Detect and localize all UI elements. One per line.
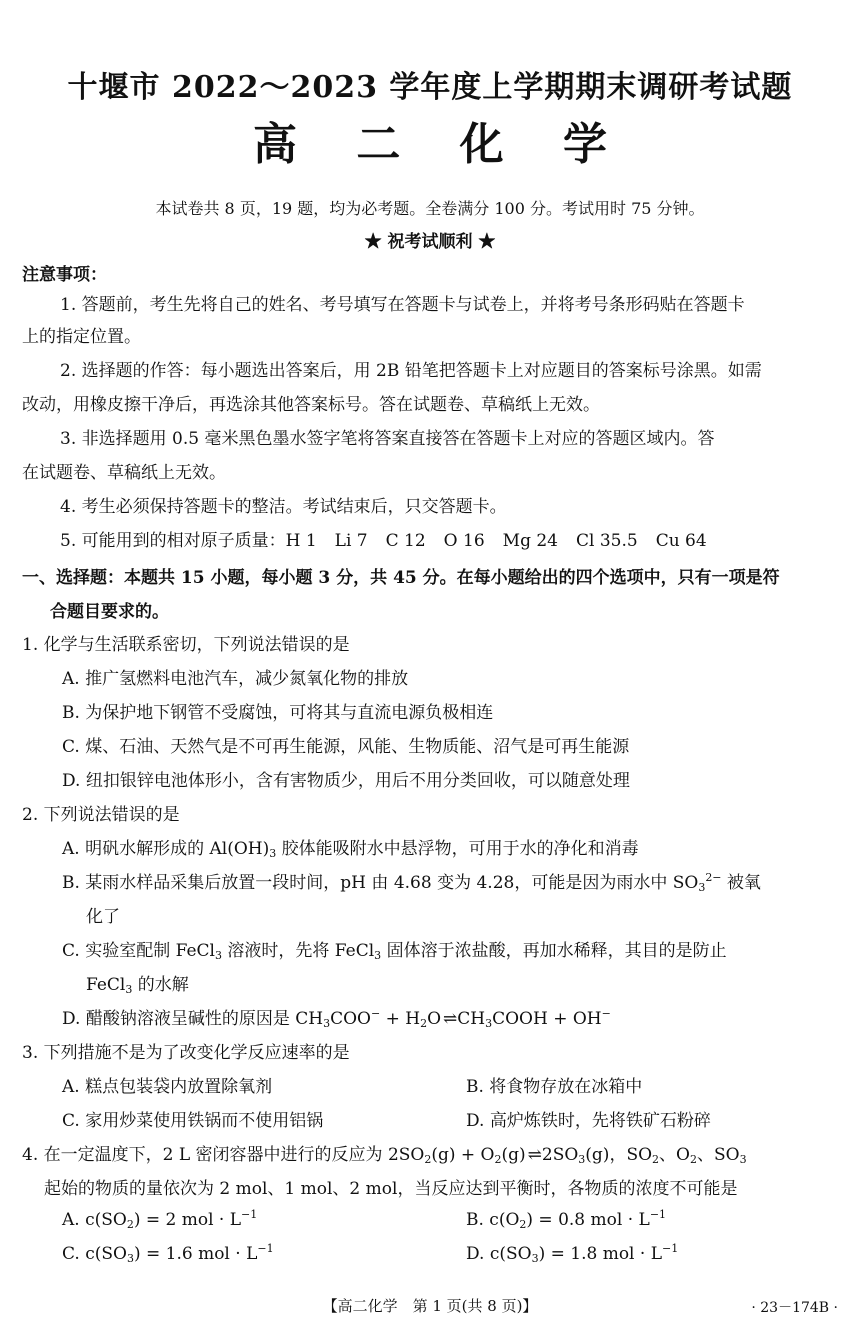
q1-option-d: D. 纽扣银锌电池体形小，含有害物质少，用后不用分类回收，可以随意处理 xyxy=(62,771,630,791)
paper-code: · 23－174B · xyxy=(751,1300,838,1316)
note-5-label: 5. 可能用到的相对原子质量： xyxy=(60,531,286,551)
q1-option-b: B. 为保护地下钢管不受腐蚀，可将其与直流电源负极相连 xyxy=(62,703,494,723)
section-1-heading-line-1: 一、选择题：本题共 15 小题，每小题 3 分，共 45 分。在每小题给出的四个选项中，只有一项是符 xyxy=(22,568,780,588)
q3-option-b: B. 将食物存放在冰箱中 xyxy=(466,1077,643,1097)
exam-intro: 本试卷共 8 页，19 题，均为必考题。全卷满分 100 分。考试用时 75 分钟。 xyxy=(155,199,705,218)
atomic-mass-mg: Mg 24 xyxy=(502,531,558,551)
note-1-line-2: 上的指定位置。 xyxy=(22,327,141,347)
q4-stem-line-2: 起始的物质的量依次为 2 mol、1 mol、2 mol，当反应达到平衡时，各物质的浓度不可能是 xyxy=(44,1179,738,1199)
q4-option-c: C. $c(SO_3) = 1.6$ mol · $L^{-1}$ xyxy=(62,1242,274,1265)
subject-title: 高 二 化 学 xyxy=(253,119,629,170)
q4-option-a: A. $c(SO_2) = 2$ mol · $L^{-1}$ xyxy=(62,1208,258,1231)
q2-option-b: B. 某雨水样品采集后放置一段时间，pH 由 4.68 变为 4.28，可能是因为雨水中 $SO_3^{2-}$ 被氧 xyxy=(62,871,761,894)
notes-heading: 注意事项： xyxy=(22,265,107,285)
section-1-heading-line-2: 合题目要求的。 xyxy=(50,602,169,622)
q2-option-b-continued: 化了 xyxy=(86,907,120,927)
atomic-mass-c: C 12 xyxy=(385,531,426,551)
atomic-mass-h: H 1 xyxy=(285,531,317,551)
q3-option-d: D. 高炉炼铁时，先将铁矿石粉碎 xyxy=(466,1111,711,1131)
page-footer: 【高二化学 第 1 页(共 8 页)】 xyxy=(322,1297,538,1315)
q2-stem: 2. 下列说法错误的是 xyxy=(22,805,180,825)
note-4: 4. 考生必须保持答题卡的整洁。考试结束后，只交答题卡。 xyxy=(60,497,507,517)
note-2-line-1: 2. 选择题的作答：每小题选出答案后，用 2B 铅笔把答题卡上对应题目的答案标号涂黑。如需 xyxy=(60,361,762,381)
q1-option-a: A. 推广氢燃料电池汽车，减少氮氧化物的排放 xyxy=(62,669,409,689)
exam-title: 十堰市 2022～2023 学年度上学期期末调研考试题 xyxy=(67,70,793,105)
atomic-mass-cu: Cu 64 xyxy=(655,531,707,551)
note-1-line-1: 1. 答题前，考生先将自己的姓名、考号填写在答题卡与试卷上，并将考号条形码贴在答题卡 xyxy=(60,295,745,315)
q2-option-d: D. 醋酸钠溶液呈碱性的原因是 $CH_3COO^- + H_2O$ ⇌ $CH_3COOH + OH^-$ xyxy=(62,1007,611,1030)
note-3-line-1: 3. 非选择题用 0.5 毫米黑色墨水签字笔将答案直接答在答题卡上对应的答题区域内。答 xyxy=(60,429,715,449)
q4-option-d: D. $c(SO_3) = 1.8$ mol · $L^{-1}$ xyxy=(466,1242,679,1265)
note-5-atomic-masses xyxy=(60,526,725,551)
q3-option-a: A. 糕点包装袋内放置除氧剂 xyxy=(62,1077,273,1097)
reversible-arrow-icon: ⇌ xyxy=(527,1145,540,1165)
q4-stem-line-1: 4. 在一定温度下，2 L 密闭容器中进行的反应为 $2SO_2(g) + O_2(g)$ ⇌ $2SO_3(g)$，$SO_2$、$O_2$、$SO_3$ xyxy=(22,1145,747,1166)
q1-stem: 1. 化学与生活联系密切，下列说法错误的是 xyxy=(22,635,350,655)
q3-option-c: C. 家用炒菜使用铁锅而不使用铝锅 xyxy=(62,1111,324,1131)
q4-option-b: B. $c(O_2) = 0.8$ mol · $L^{-1}$ xyxy=(466,1208,667,1231)
atomic-mass-cl: Cl 35.5 xyxy=(575,531,638,551)
atomic-mass-li: Li 7 xyxy=(334,531,368,551)
q3-stem: 3. 下列措施不是为了改变化学反应速率的是 xyxy=(22,1043,350,1063)
good-luck-banner: ★ 祝考试顺利 ★ xyxy=(364,232,496,252)
q2-option-c-continued: FeCl$_3$ 的水解 xyxy=(86,975,189,996)
q2-option-a: A. 明矾水解形成的 $Al(OH)_3$ 胶体能吸附水中悬浮物，可用于水的净化和消毒 xyxy=(62,839,639,860)
reversible-arrow-icon: ⇌ xyxy=(443,1009,456,1029)
q2-option-c: C. 实验室配制 FeCl$_3$ 溶液时，先将 FeCl$_3$ 固体溶于浓盐酸，再加水稀释，其目的是防止 xyxy=(62,941,727,962)
note-2-line-2: 改动，用橡皮擦干净后，再选涂其他答案标号。答在试题卷、草稿纸上无效。 xyxy=(22,395,600,415)
note-3-line-2: 在试题卷、草稿纸上无效。 xyxy=(22,463,226,483)
q1-option-c: C. 煤、石油、天然气是不可再生能源，风能、生物质能、沼气是可再生能源 xyxy=(62,737,630,757)
atomic-mass-o: O 16 xyxy=(443,531,485,551)
